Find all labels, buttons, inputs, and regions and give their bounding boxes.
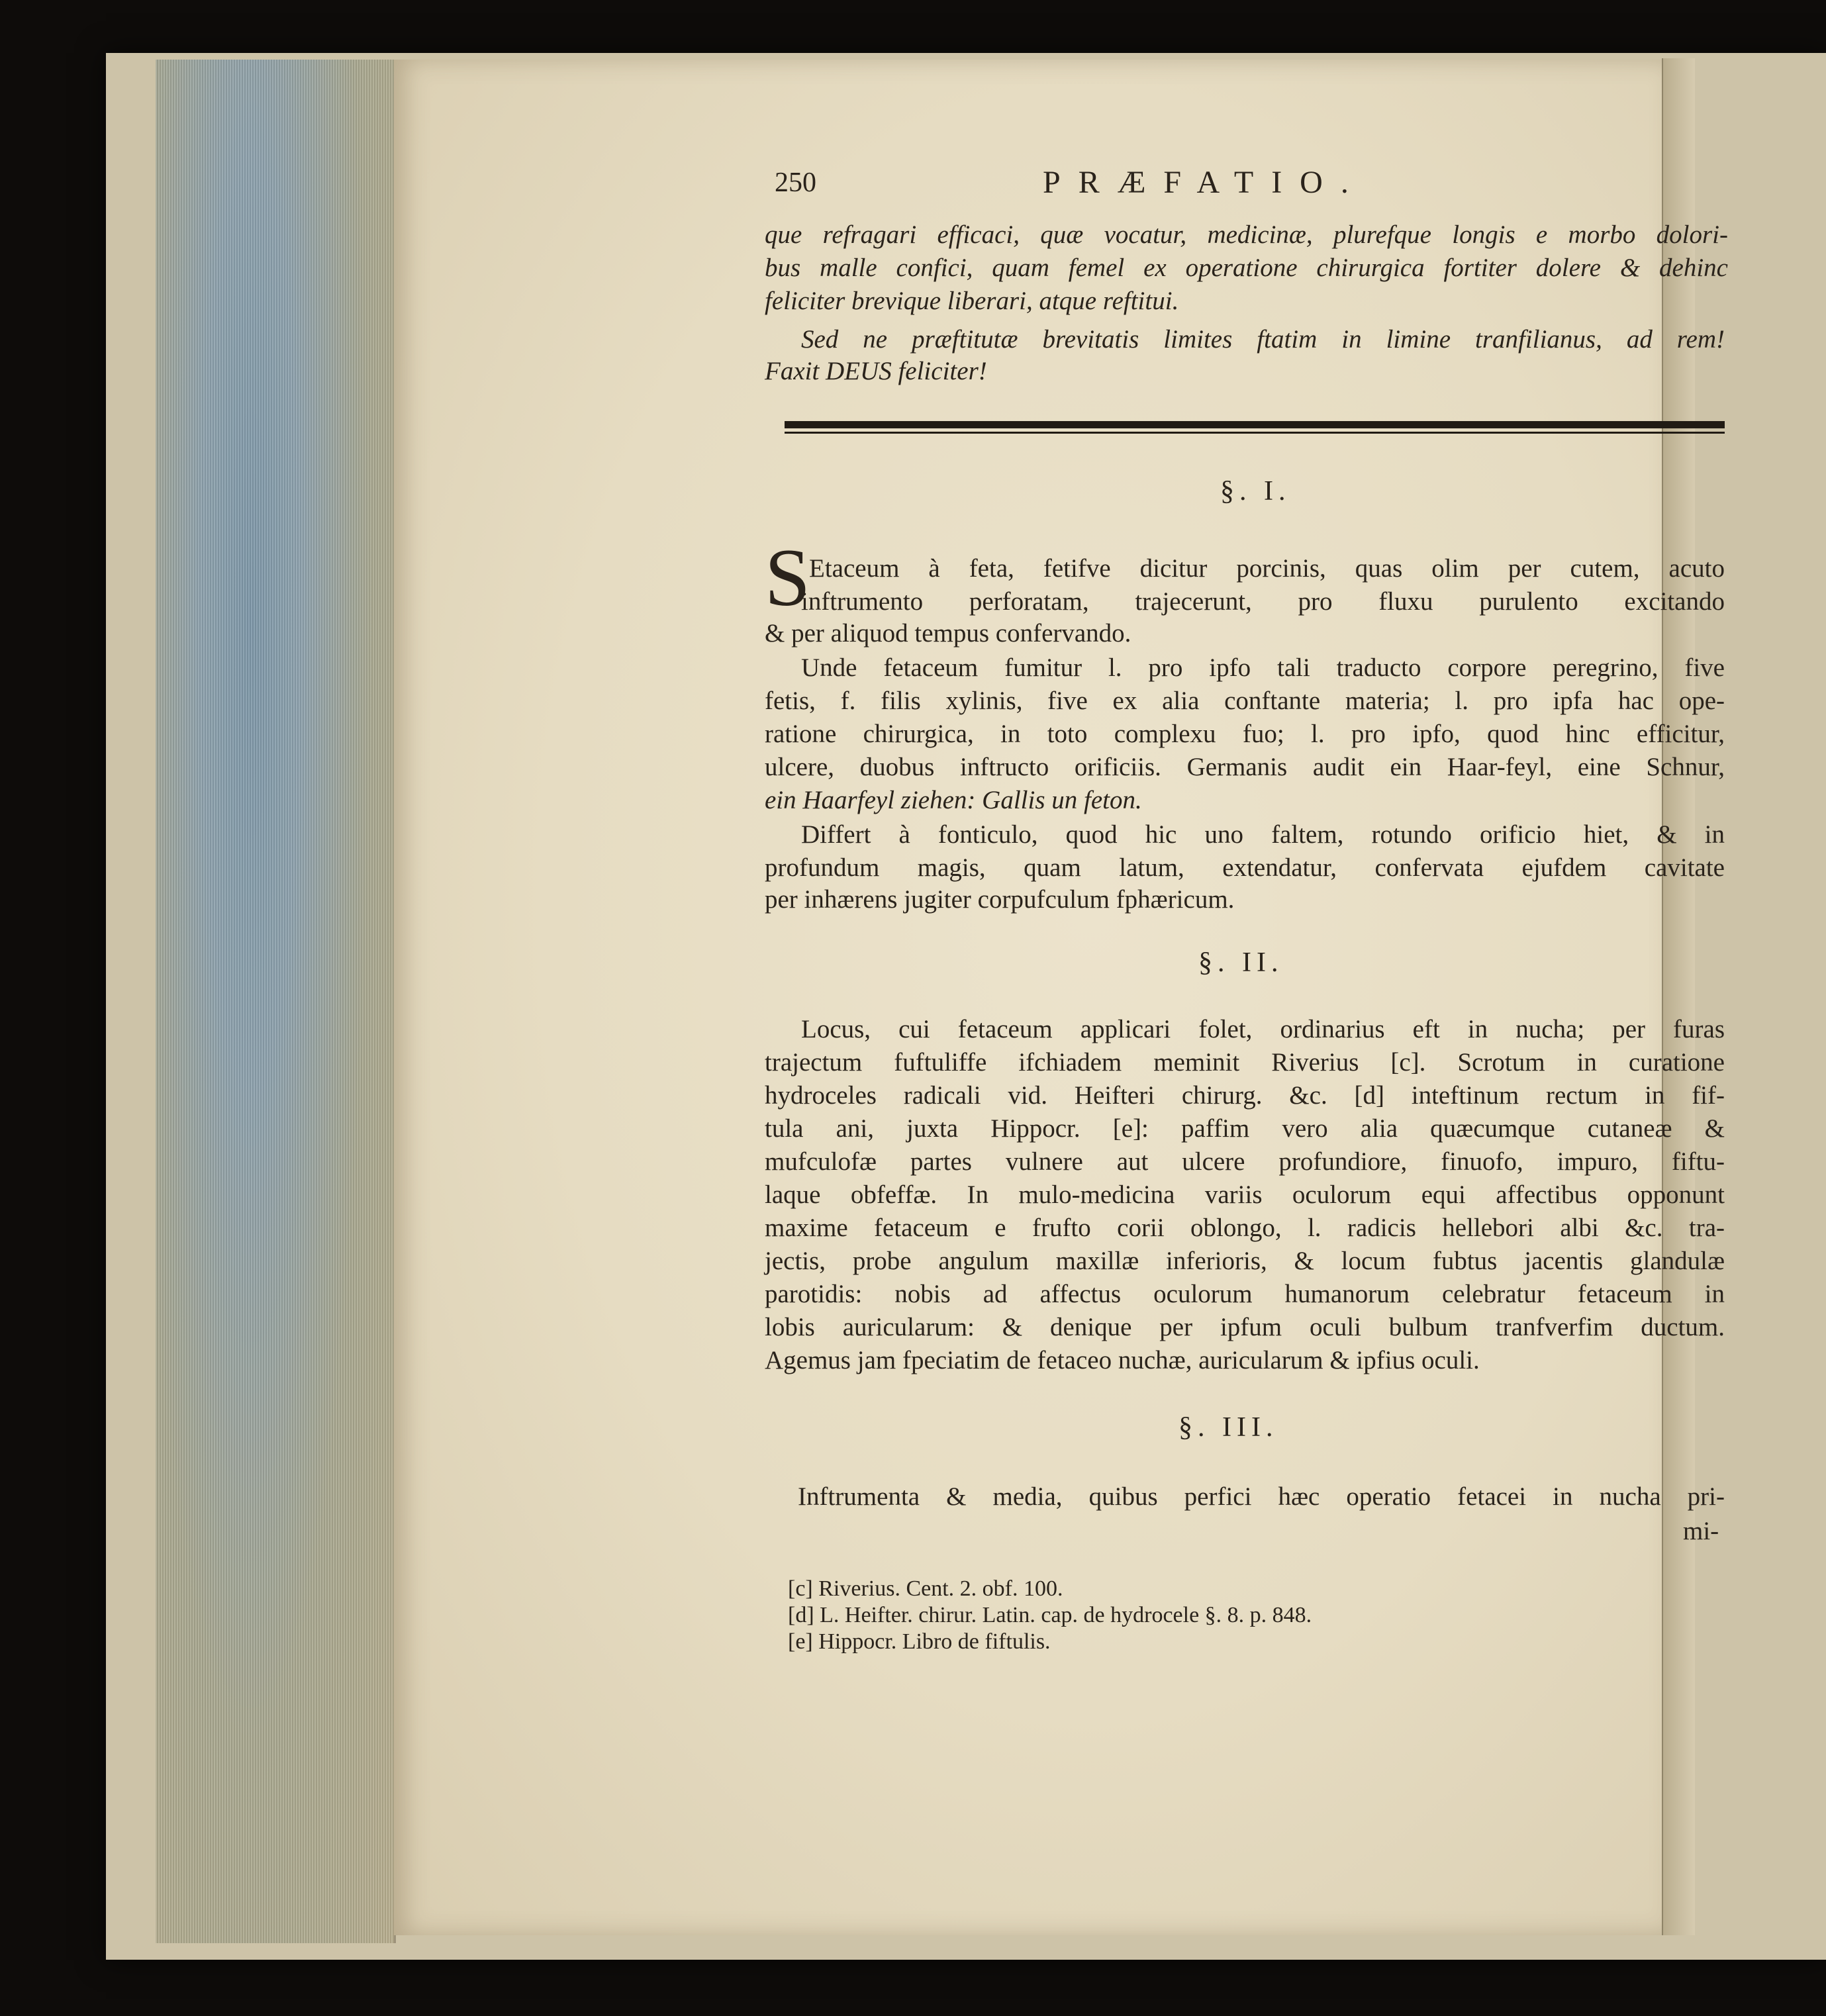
section-heading: §. III. xyxy=(1178,1412,1278,1443)
footnote: [c] Riverius. Cent. 2. obf. 100. xyxy=(788,1576,1063,1601)
body-line: ein Haarfeyl ziehen: Gallis un feton. xyxy=(765,786,1142,814)
body-line: Locus, cui fetaceum applicari folet, ordinarius eft in nucha; per furas xyxy=(801,1015,1725,1043)
body-line: lobis auricularum: & denique per ipfum oculi bulbum tranfverfim ductum. xyxy=(765,1313,1725,1341)
body-line: per inhærens jugiter corpufculum fphæricum. xyxy=(765,885,1235,914)
page-edges xyxy=(156,60,396,1943)
body-line: Differt à fonticulo, quod hic uno faltem, rotundo orificio hiet, & in xyxy=(801,820,1725,849)
body-line: Unde fetaceum fumitur l. pro ipfo tali traducto corpore peregrino, five xyxy=(801,653,1725,682)
body-line: Agemus jam fpeciatim de fetaceo nuchæ, auricularum & ipfius oculi. xyxy=(765,1346,1480,1374)
page-number: 250 xyxy=(775,168,816,198)
section-heading: §. I. xyxy=(1220,476,1291,506)
body-line: inftrumento perforatam, trajecerunt, pro fluxu purulento excitando xyxy=(801,587,1725,616)
intro-line: Sed ne præftitutæ brevitatis limites ftatim in limine tranfilianus, ad rem! xyxy=(801,325,1725,354)
body-line: parotidis: nobis ad affectus oculorum humanorum celebratur fetaceum in xyxy=(765,1280,1725,1308)
body-line: ratione chirurgica, in toto complexu fuo; l. pro ipfo, quod hinc efficitur, xyxy=(765,720,1725,748)
body-line: trajectum fuftuliffe ifchiadem meminit Riverius [c]. Scrotum in curatione xyxy=(765,1048,1725,1077)
body-line: Etaceum à feta, fetifve dicitur porcinis, quas olim per cutem, acuto xyxy=(809,554,1725,583)
body-line: jectis, probe angulum maxillæ inferioris, & locum fubtus jacentis glandulæ xyxy=(765,1247,1725,1275)
intro-line: feliciter brevique liberari, atque reftitui. xyxy=(765,287,1179,315)
body-line: mufculofæ partes vulnere aut ulcere profundiore, finuofo, impuro, fiftu- xyxy=(765,1147,1725,1176)
body-line: ulcere, duobus inftructo orificiis. Germanis audit ein Haar-feyl, eine Schnur, xyxy=(765,753,1725,781)
body-line: maxime fetaceum e frufto corii oblongo, l. radicis hellebori albi &c. tra- xyxy=(765,1214,1725,1242)
body-line: fetis, f. filis xylinis, five ex alia conftante materia; l. pro ipfa hac ope- xyxy=(765,687,1725,715)
body-line: Inftrumenta & media, quibus perfici hæc operatio fetacei in nucha pri- xyxy=(798,1482,1725,1511)
body-line: & per aliquod tempus confervando. xyxy=(765,619,1131,648)
intro-line: que refragari efficaci, quæ vocatur, medicinæ, plurefque longis e morbo dolori- xyxy=(765,220,1728,249)
footnote: [d] L. Heifter. chirur. Latin. cap. de hydrocele §. 8. p. 848. xyxy=(788,1603,1312,1627)
footnote: [e] Hippocr. Libro de fiftulis. xyxy=(788,1629,1051,1654)
intro-line: bus malle confici, quam femel ex operatione chirurgica fortiter dolere & dehinc xyxy=(765,254,1728,282)
divider-rule xyxy=(785,432,1725,434)
body-line: profundum magis, quam latum, extendatur, confervata ejufdem cavitate xyxy=(765,853,1725,882)
section-heading: §. II. xyxy=(1198,947,1284,978)
divider-rule xyxy=(785,421,1725,428)
drop-cap: S xyxy=(765,532,810,623)
body-line: hydroceles radicali vid. Heifteri chirurg. &c. [d] inteftinum rectum in fif- xyxy=(765,1081,1725,1110)
body-line: laque obfeffæ. In mulo-medicina variis oculorum equi affectibus opponunt xyxy=(765,1180,1725,1209)
body-line: tula ani, juxta Hippocr. [e]: paffim vero alia quæcumque cutaneæ & xyxy=(765,1114,1725,1143)
catchword: mi- xyxy=(1683,1517,1719,1545)
running-title: PRÆFATIO. xyxy=(1043,165,1367,200)
intro-line: Faxit DEUS feliciter! xyxy=(765,357,987,385)
